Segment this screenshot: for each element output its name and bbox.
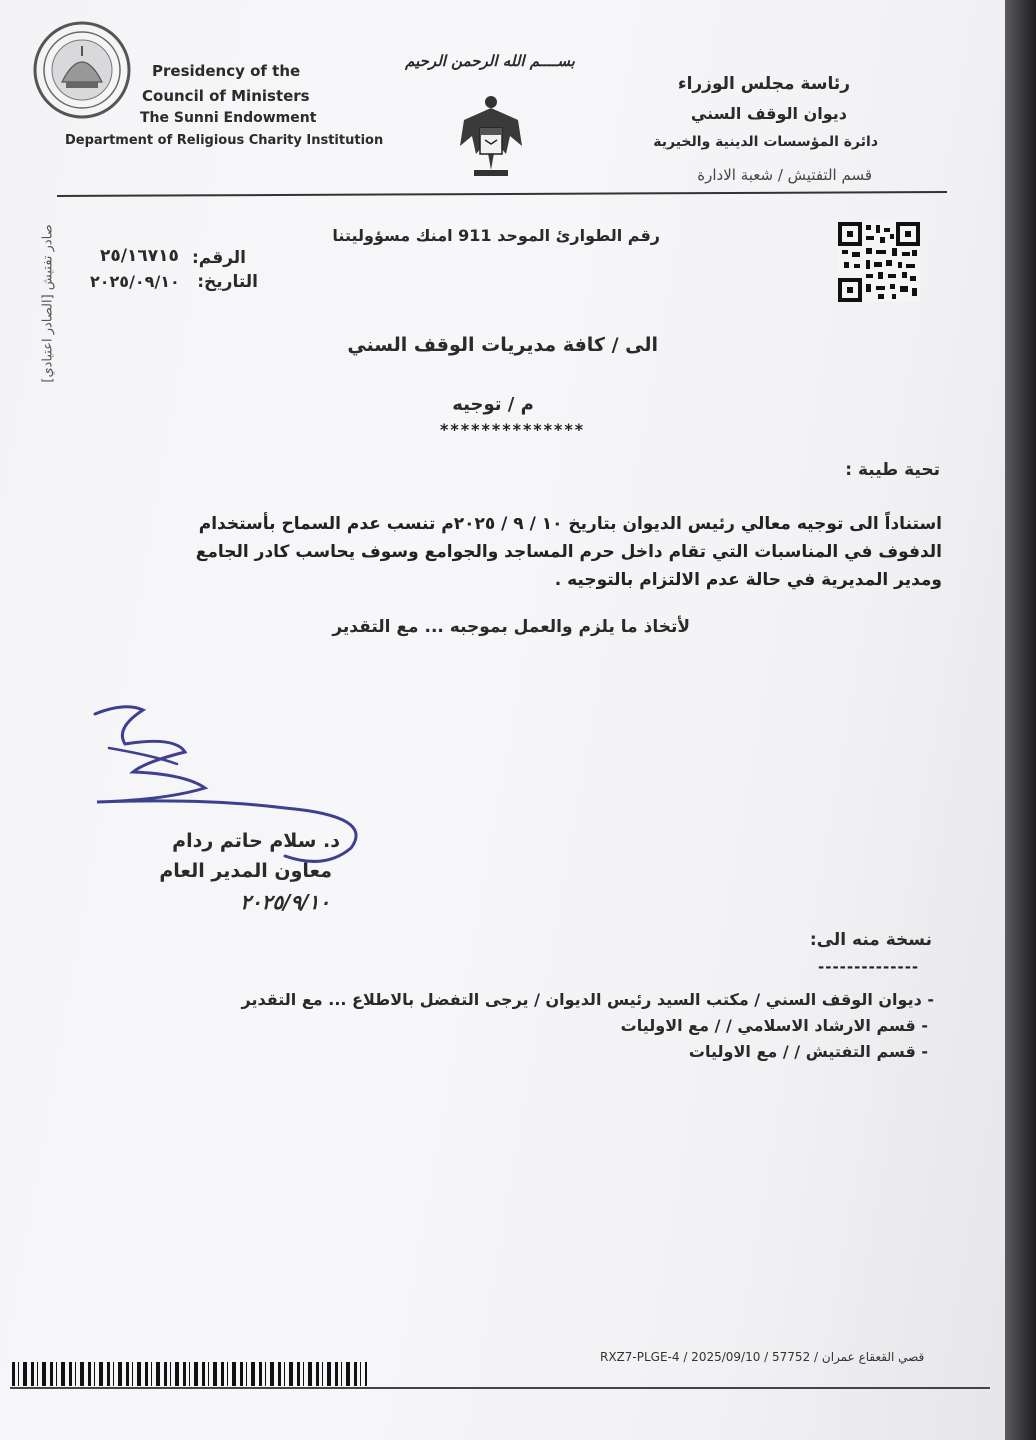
- header-ar-line2: ديوان الوقف السني: [690, 104, 847, 123]
- letter-body: استناداً الى توجيه معالي رئيس الديوان بتاريخ ١٠ / ٩ / ٢٠٢٥م تنسب عدم السماح بأستخدام الدفوف في المناسبات التي تقام داخل حرم المساجد والجوامع وسوف يحاسب كادر الجامع ومدير المديرية في حالة عدم الالتزام بالتوجيه .: [195, 514, 942, 590]
- copies-item-2: - قسم الارشاد الاسلامي / / مع الاوليات: [620, 1016, 928, 1035]
- header-ar-line3: دائرة المؤسسات الدينية والخيرية: [653, 134, 878, 150]
- date-value: ٢٠٢٥/٠٩/١٠: [90, 272, 180, 291]
- letter-subject: م / توجيه: [452, 394, 534, 415]
- header-en-line3: The Sunni Endowment: [140, 110, 317, 126]
- copies-item-3: - قسم التفتيش / / مع الاوليات: [688, 1042, 928, 1061]
- side-stamp: صادر تفتيش [الصادر اعتيادي]: [40, 224, 56, 383]
- hotline-text: رقم الطوارئ الموحد 911 امنك مسؤوليتنا: [332, 226, 660, 245]
- header-en-line1: Presidency of the: [152, 62, 301, 80]
- footer-divider: [10, 1387, 990, 1389]
- header-ar-line4: قسم التفتيش / شعبة الادارة: [697, 166, 872, 184]
- signature-date: ٢٠٢٥/٩/١٠: [240, 890, 330, 914]
- qr-code-icon[interactable]: [838, 222, 920, 302]
- footer-reference: RXZ7-PLGE-4 / 2025/09/10 / قصي القعقاع عمران / 57752: [600, 1350, 925, 1364]
- copies-dashes: --------------: [818, 958, 920, 976]
- barcode-icon: [12, 1362, 367, 1386]
- header-en-line4: Department of Religious Charity Institution: [65, 133, 384, 148]
- header-en-line2: Council of Ministers: [142, 87, 310, 105]
- letter-closing: لأتخاذ ما يلزم والعمل بموجبه ... مع التقدير: [332, 617, 690, 637]
- copies-heading: نسخة منه الى:: [809, 930, 932, 950]
- signatory-title: معاون المدير العام: [159, 860, 332, 882]
- subject-underline-stars: **************: [440, 420, 586, 439]
- number-label: الرقم:: [191, 248, 246, 268]
- iraq-eagle-emblem-icon: [456, 90, 526, 182]
- basmala: بســــم الله الرحمن الرحيم: [405, 52, 575, 70]
- scan-dark-edge: [1005, 0, 1036, 1440]
- endowment-seal-icon: [32, 20, 132, 120]
- greeting: تحية طيبة :: [845, 460, 940, 480]
- letter-to: الى / كافة مديريات الوقف السني: [347, 334, 658, 356]
- date-label: التاريخ:: [197, 272, 258, 292]
- number-value: ٢٥/١٦٧١٥: [100, 246, 179, 266]
- copies-item-1: - ديوان الوقف السني / مكتب السيد رئيس الديوان / يرجى التفضل بالاطلاع ... مع التقدير: [241, 990, 934, 1009]
- signatory-name: د. سلام حاتم ردام: [172, 830, 340, 852]
- header-divider: [57, 191, 947, 197]
- header-ar-line1: رئاسة مجلس الوزراء: [677, 74, 850, 94]
